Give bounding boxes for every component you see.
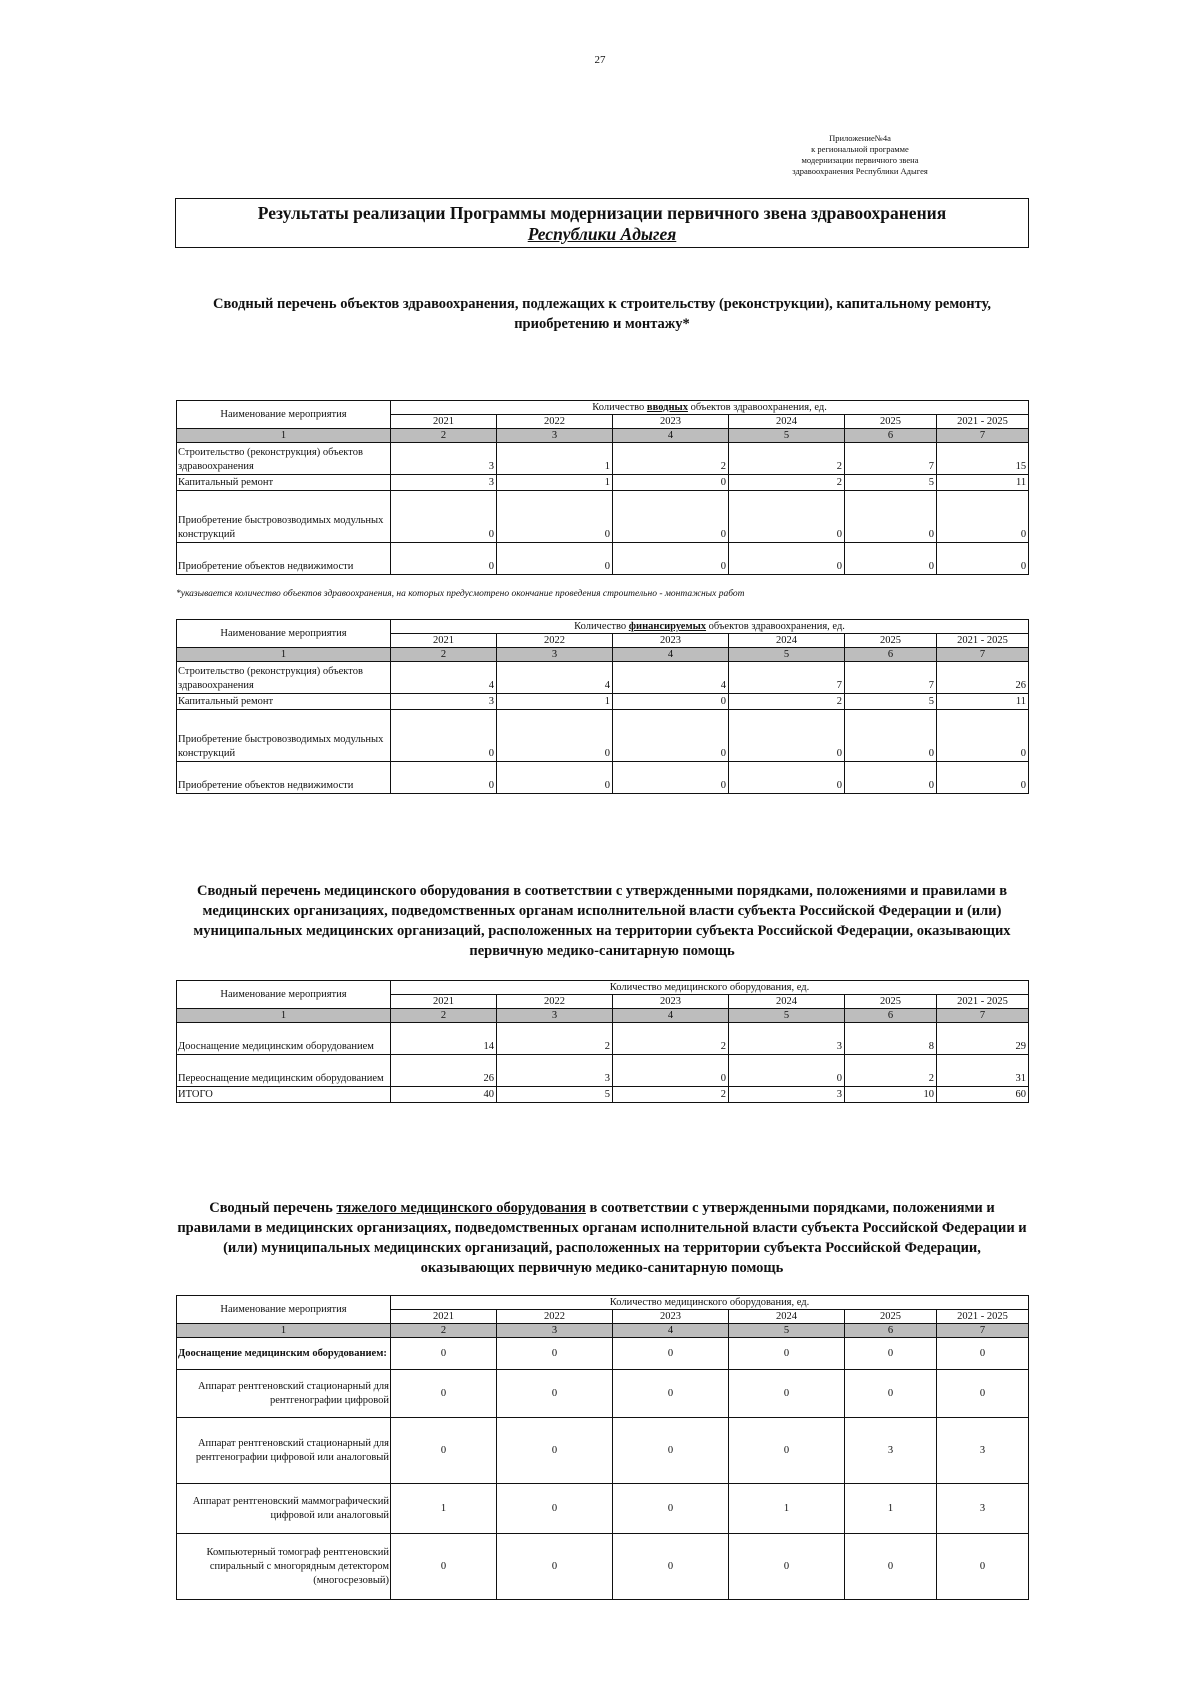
cell-value: 0 (937, 1370, 1029, 1418)
col-header-year: 2024 (729, 1310, 845, 1324)
cell-value: 0 (845, 1534, 937, 1600)
cell-value: 0 (729, 762, 845, 794)
col-number: 1 (177, 1009, 391, 1023)
table-row (177, 1484, 1029, 1534)
row-label: Строительство (реконструкция) объектов здравоохранения (177, 662, 391, 694)
appendix-line: к региональной программе (811, 144, 909, 154)
col-number: 1 (177, 1324, 391, 1338)
col-number: 6 (845, 1009, 937, 1023)
cell-value: 11 (937, 475, 1029, 491)
title-line-1: Результаты реализации Программы модернизации первичного звена здравоохранения (257, 203, 947, 223)
col-header-year: 2021 - 2025 (937, 1310, 1029, 1324)
col-header-year: 2023 (613, 415, 729, 429)
col-header-year: 2021 - 2025 (937, 415, 1029, 429)
cell-value: 11 (937, 694, 1029, 710)
footnote: *указывается количество объектов здравоохранения, на которых предусмотрено окончание проведения строительно - монтажных работ (176, 589, 745, 599)
table-row (177, 1087, 1029, 1103)
cell-value: 0 (845, 543, 937, 575)
cell-value: 0 (613, 1418, 729, 1484)
cell-value: 5 (845, 694, 937, 710)
col-header-year: 2024 (729, 415, 845, 429)
cell-value: 10 (845, 1087, 937, 1103)
col-number: 6 (845, 648, 937, 662)
cell-value: 0 (937, 710, 1029, 762)
cell-value: 0 (729, 1418, 845, 1484)
cell-value: 3 (391, 443, 497, 475)
group-text: объектов здравоохранения, ед. (706, 621, 845, 632)
cell-value: 0 (729, 1338, 845, 1370)
table-row (177, 694, 1029, 710)
col-number: 7 (937, 648, 1029, 662)
col-number: 5 (729, 1324, 845, 1338)
cell-value: 0 (497, 710, 613, 762)
cell-value: 5 (497, 1087, 613, 1103)
table-row (177, 1023, 1029, 1055)
cell-value: 29 (937, 1023, 1029, 1055)
cell-value: 5 (845, 475, 937, 491)
table-medical-equipment (176, 980, 1029, 1103)
table-row (177, 1534, 1029, 1600)
col-header-year: 2021 (391, 415, 497, 429)
cell-value: 0 (391, 710, 497, 762)
row-label: Компьютерный томограф рентгеновский спиральный с многорядным детектором (многосрезовый) (177, 1534, 391, 1600)
cell-value: 1 (497, 475, 613, 491)
col-number: 6 (845, 1324, 937, 1338)
cell-value: 2 (497, 1023, 613, 1055)
cell-value: 0 (845, 710, 937, 762)
cell-value: 0 (845, 491, 937, 543)
col-number: 2 (391, 429, 497, 443)
cell-value: 0 (497, 1484, 613, 1534)
col-number: 3 (497, 1324, 613, 1338)
cell-value: 2 (613, 443, 729, 475)
table-objects-commissioned (176, 400, 1029, 575)
cell-value: 60 (937, 1087, 1029, 1103)
row-label: Капитальный ремонт (177, 475, 391, 491)
cell-value: 0 (613, 710, 729, 762)
cell-value: 0 (497, 1534, 613, 1600)
cell-value: 0 (937, 1338, 1029, 1370)
col-number: 7 (937, 429, 1029, 443)
col-header-year: 2023 (613, 1310, 729, 1324)
cell-value: 3 (497, 1055, 613, 1087)
cell-value: 2 (613, 1087, 729, 1103)
col-header-year: 2022 (497, 634, 613, 648)
cell-value: 0 (613, 762, 729, 794)
row-label: ИТОГО (177, 1087, 391, 1103)
cell-value: 0 (729, 543, 845, 575)
cell-value: 0 (613, 1338, 729, 1370)
col-number: 2 (391, 1324, 497, 1338)
col-header-group (391, 620, 1029, 634)
appendix-line: модернизации первичного звена (801, 155, 919, 165)
col-header-name: Наименование мероприятия (177, 981, 391, 1009)
cell-value: 3 (937, 1418, 1029, 1484)
cell-value: 0 (391, 762, 497, 794)
appendix-line: Приложение№4а (829, 133, 891, 143)
row-label: Приобретение быстровозводимых модульных конструкций (177, 710, 391, 762)
heading-text: Сводный перечень (209, 1200, 337, 1216)
col-number: 5 (729, 429, 845, 443)
table-row (177, 491, 1029, 543)
group-text-emph: финансируемых (628, 621, 707, 632)
row-label: Дооснащение медицинским оборудованием: (177, 1338, 391, 1370)
row-label: Приобретение объектов недвижимости (177, 762, 391, 794)
cell-value: 8 (845, 1023, 937, 1055)
col-header-year: 2021 - 2025 (937, 995, 1029, 1009)
cell-value: 2 (613, 1023, 729, 1055)
heading-heavy-equipment (175, 1198, 1029, 1278)
cell-value: 4 (497, 662, 613, 694)
cell-value: 3 (391, 694, 497, 710)
col-number: 3 (497, 429, 613, 443)
cell-value: 0 (613, 1534, 729, 1600)
col-header-year: 2025 (845, 634, 937, 648)
table-row (177, 443, 1029, 475)
row-label: Переоснащение медицинским оборудованием (177, 1055, 391, 1087)
cell-value: 0 (937, 543, 1029, 575)
cell-value: 3 (937, 1484, 1029, 1534)
col-header-year: 2023 (613, 995, 729, 1009)
cell-value: 1 (497, 694, 613, 710)
cell-value: 0 (937, 762, 1029, 794)
group-text: Количество (574, 621, 629, 632)
heading-text-underlined: тяжелого медицинского оборудования (336, 1200, 586, 1216)
row-label: Аппарат рентгеновский маммографический цифровой или аналоговый (177, 1484, 391, 1534)
appendix-line: здравоохранения Республики Адыгея (792, 166, 928, 176)
cell-value: 3 (729, 1023, 845, 1055)
cell-value: 0 (729, 710, 845, 762)
row-label: Приобретение быстровозводимых модульных конструкций (177, 491, 391, 543)
page-number: 27 (594, 54, 606, 66)
cell-value: 0 (613, 491, 729, 543)
document-title (175, 198, 1029, 248)
col-header-year: 2022 (497, 415, 613, 429)
col-header-year: 2021 (391, 1310, 497, 1324)
table-row (177, 1055, 1029, 1087)
cell-value: 0 (497, 491, 613, 543)
col-header-year: 2025 (845, 415, 937, 429)
cell-value: 0 (391, 1418, 497, 1484)
group-text: объектов здравоохранения, ед. (687, 402, 827, 413)
table-row (177, 1338, 1029, 1370)
table-row (177, 710, 1029, 762)
cell-value: 0 (729, 1370, 845, 1418)
col-number: 4 (613, 1009, 729, 1023)
row-label: Аппарат рентгеновский стационарный для рентгенографии цифровой (177, 1370, 391, 1418)
col-number: 6 (845, 429, 937, 443)
cell-value: 0 (937, 491, 1029, 543)
table-row (177, 1370, 1029, 1418)
table-row (177, 762, 1029, 794)
col-number: 5 (729, 648, 845, 662)
cell-value: 0 (391, 1338, 497, 1370)
cell-value: 0 (391, 543, 497, 575)
col-number: 3 (497, 1009, 613, 1023)
col-header-year: 2025 (845, 995, 937, 1009)
cell-value: 1 (845, 1484, 937, 1534)
row-label: Строительство (реконструкция) объектов здравоохранения (177, 443, 391, 475)
col-number: 5 (729, 1009, 845, 1023)
cell-value: 0 (391, 1370, 497, 1418)
row-label: Аппарат рентгеновский стационарный для рентгенографии цифровой или аналоговый (177, 1418, 391, 1484)
cell-value: 2 (729, 443, 845, 475)
col-number: 7 (937, 1324, 1029, 1338)
cell-value: 0 (497, 1418, 613, 1484)
cell-value: 2 (729, 475, 845, 491)
cell-value: 0 (613, 1055, 729, 1087)
col-header-year: 2021 - 2025 (937, 634, 1029, 648)
col-number: 4 (613, 429, 729, 443)
col-number: 1 (177, 648, 391, 662)
col-number: 1 (177, 429, 391, 443)
cell-value: 0 (613, 475, 729, 491)
cell-value: 1 (391, 1484, 497, 1534)
cell-value: 0 (391, 1534, 497, 1600)
cell-value: 26 (937, 662, 1029, 694)
col-header-group: Количество медицинского оборудования, ед. (391, 1296, 1029, 1310)
col-number: 4 (613, 1324, 729, 1338)
cell-value: 0 (391, 491, 497, 543)
cell-value: 2 (729, 694, 845, 710)
cell-value: 26 (391, 1055, 497, 1087)
col-number: 3 (497, 648, 613, 662)
appendix-note (740, 133, 980, 177)
cell-value: 4 (613, 662, 729, 694)
cell-value: 7 (845, 443, 937, 475)
cell-value: 0 (497, 543, 613, 575)
cell-value: 3 (845, 1418, 937, 1484)
cell-value: 0 (497, 1370, 613, 1418)
cell-value: 2 (845, 1055, 937, 1087)
col-header-year: 2024 (729, 634, 845, 648)
col-header-name: Наименование мероприятия (177, 620, 391, 648)
col-header-name: Наименование мероприятия (177, 401, 391, 429)
cell-value: 7 (845, 662, 937, 694)
col-number: 7 (937, 1009, 1029, 1023)
col-header-year: 2022 (497, 995, 613, 1009)
cell-value: 1 (729, 1484, 845, 1534)
cell-value: 0 (613, 694, 729, 710)
cell-value: 0 (845, 1370, 937, 1418)
col-number: 2 (391, 1009, 497, 1023)
cell-value: 0 (937, 1534, 1029, 1600)
col-header-year: 2022 (497, 1310, 613, 1324)
table-row (177, 475, 1029, 491)
group-text-emph: вводных (646, 402, 688, 413)
cell-value: 0 (497, 1338, 613, 1370)
title-line-2: Республики Адыгея (527, 224, 677, 244)
cell-value: 3 (729, 1087, 845, 1103)
col-header-group (391, 401, 1029, 415)
group-text: Количество (592, 402, 647, 413)
cell-value: 0 (845, 762, 937, 794)
cell-value: 0 (613, 1370, 729, 1418)
cell-value: 0 (729, 1534, 845, 1600)
cell-value: 14 (391, 1023, 497, 1055)
table-heavy-equipment (176, 1295, 1029, 1600)
table-row (177, 662, 1029, 694)
cell-value: 7 (729, 662, 845, 694)
cell-value: 3 (391, 475, 497, 491)
cell-value: 0 (613, 1484, 729, 1534)
row-label: Дооснащение медицинским оборудованием (177, 1023, 391, 1055)
col-header-year: 2021 (391, 995, 497, 1009)
cell-value: 0 (845, 1338, 937, 1370)
col-header-group: Количество медицинского оборудования, ед. (391, 981, 1029, 995)
table-row (177, 543, 1029, 575)
cell-value: 0 (729, 491, 845, 543)
cell-value: 0 (729, 1055, 845, 1087)
col-header-name: Наименование мероприятия (177, 1296, 391, 1324)
col-header-year: 2025 (845, 1310, 937, 1324)
cell-value: 0 (497, 762, 613, 794)
row-label: Приобретение объектов недвижимости (177, 543, 391, 575)
table-objects-funded (176, 619, 1029, 794)
col-number: 2 (391, 648, 497, 662)
col-header-year: 2023 (613, 634, 729, 648)
heading-text: в соответствии с утвержденными порядками, положениями и правилами в медицинских организациях, подведомственных органам исполнительной власти субъекта Российской Федерации и (или) муниципальных медицинских организаций, расположенных на территории субъекта Российской Федерации, оказывающих первичную медико-санитарную помощь (177, 1200, 1027, 1276)
col-number: 4 (613, 648, 729, 662)
col-header-year: 2021 (391, 634, 497, 648)
cell-value: 1 (497, 443, 613, 475)
cell-value: 4 (391, 662, 497, 694)
cell-value: 40 (391, 1087, 497, 1103)
row-label: Капитальный ремонт (177, 694, 391, 710)
cell-value: 0 (613, 543, 729, 575)
table-row (177, 1418, 1029, 1484)
cell-value: 31 (937, 1055, 1029, 1087)
col-header-year: 2024 (729, 995, 845, 1009)
cell-value: 15 (937, 443, 1029, 475)
heading-equipment: Сводный перечень медицинского оборудования в соответствии с утвержденными порядками, положениями и правилами в медицинских организациях, подведомственных органам исполнительной власти субъекта Российской Федерации и (или) муниципальных медицинских организаций, расположенных на территории субъекта Российской Федерации, оказывающих первичную медико-санитарную помощь (193, 883, 1011, 959)
heading-objects: Сводный перечень объектов здравоохранения, подлежащих к строительству (реконструкции), капитальному ремонту, приобретению и монтажу* (212, 296, 991, 332)
